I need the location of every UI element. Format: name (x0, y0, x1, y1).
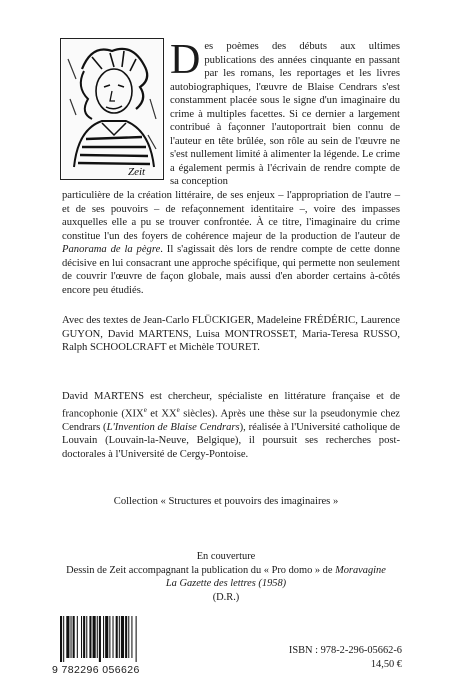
bio-text-2: et XX (146, 408, 177, 420)
barcode-bar (73, 616, 75, 658)
cover-line-2 (0, 564, 452, 578)
barcode-bar (136, 616, 137, 662)
cover-heading: En couverture (196, 551, 256, 562)
cover-credits (0, 550, 452, 604)
barcode-bar (93, 616, 96, 658)
barcode-bars (52, 616, 164, 664)
intro-cont-text-2: . Il s'agissait dès lors de rendre compte de cette donne décisive en lui consacrant une approche spécifique, qui permette non seulement de couvrir l'œuvre de façon globale, mais aussi d'en aborder certains à-côtés encore peu étudiés. (62, 244, 400, 296)
cover-line-2-text: Dessin de Zeit accompagnant la publication du « Pro domo » de (66, 564, 336, 576)
barcode-bar (71, 616, 72, 658)
author-bio (62, 390, 400, 461)
cover-line-3: La Gazette des lettres (1958) (165, 578, 287, 589)
barcode-bar (60, 616, 62, 662)
barcode-bar (113, 616, 114, 658)
price-label: 14,50 € (370, 659, 402, 670)
barcode-bar (89, 616, 91, 658)
bio-sup-1: e (143, 405, 147, 414)
cover-credit: (D.R.) (212, 591, 240, 603)
barcode-bar (105, 616, 108, 658)
barcode-bar (81, 616, 82, 658)
intro-cont-text-1: particulière de la création littéraire, de ses enjeux – l'appropriation de l'autre – et de ses pouvoirs – de refaçonnement identitaire –, voire des impasses auxquelles elle a pu se trouver confrontée. À ce titre, l'imaginaire du crime constitue l'un des foyers de cohérence majeur de la production de l'auteur de (62, 190, 400, 242)
barcode-bar (128, 616, 129, 658)
cover-illustration (60, 38, 164, 180)
barcode-bar (97, 616, 98, 658)
barcode-digits: 9 782296 056626 (52, 664, 140, 676)
collection-line: Collection « Structures et pouvoirs des imaginaires » (113, 496, 339, 507)
barcode-bar (66, 616, 69, 658)
barcode-bar (119, 616, 120, 658)
barcode-bar (103, 616, 104, 658)
intro-paragraph (170, 37, 400, 189)
barcode-bar (83, 616, 85, 658)
book-title-panorama: Panorama de la pègre (62, 244, 161, 255)
barcode-bar (121, 616, 124, 658)
illustration-signature: Zeit (128, 166, 146, 178)
barcode (52, 616, 162, 678)
contributors-paragraph: Avec des textes de Jean-Carlo FLÜCKIGER, Madeleine FRÉDÉRIC, Laurence GUYON, David MARTENS, Luisa MONTROSSET, Maria-Teresa RUSSO, Ralph SCHOOLCRAFT et Michèle TOURET. (62, 315, 400, 353)
barcode-bar (77, 616, 78, 658)
bio-text-3: siècles). Après une thèse sur la pseudonymie chez Cendrars ( (62, 408, 400, 433)
barcode-bar (99, 616, 101, 662)
drop-cap: D (170, 37, 201, 83)
bio-sup-2: e (176, 405, 180, 414)
barcode-bar (63, 616, 64, 662)
sketch-drawing (61, 39, 163, 179)
barcode-bar (116, 616, 118, 658)
bio-book-title: L'Invention de Blaise Cendrars (106, 421, 240, 433)
isbn-label: ISBN : 978-2-296-05662-6 (288, 645, 402, 656)
barcode-bar (125, 616, 127, 658)
barcode-bar (86, 616, 87, 658)
barcode-bar (131, 616, 132, 658)
cover-book-title: Moravagine (335, 564, 386, 576)
bio-text-4: ), réalisée à l'Université catholique de Louvain (Louvain-la-Neuve, Belgique), il poursuit ses recherches post-doctorales à l'Université de Cergy-Pontoise. (62, 421, 400, 460)
barcode-bar (109, 616, 110, 658)
intro-paragraph-continued (62, 189, 400, 297)
bio-text-1: David MARTENS est chercheur, spécialiste en littérature française et de francophonie (XIX (62, 391, 400, 420)
intro-text: es poèmes des débuts aux ultimes publications des années cinquante en passant par les romans, les reportages et les livres autobiographiques, l'œuvre de Blaise Cendrars s'est constamment placée sous le signe d'un imaginaire du crime à multiples facettes. Si ce dernier a largement contribué à façonner l'autoportrait bien connu de l'auteur en tête brûlée, son rôle au sein de l'œuvre ne s'est nullement limité à alimenter la légende. Le crime a également permis à l'écrivain de rendre compte de sa conception (170, 41, 400, 187)
